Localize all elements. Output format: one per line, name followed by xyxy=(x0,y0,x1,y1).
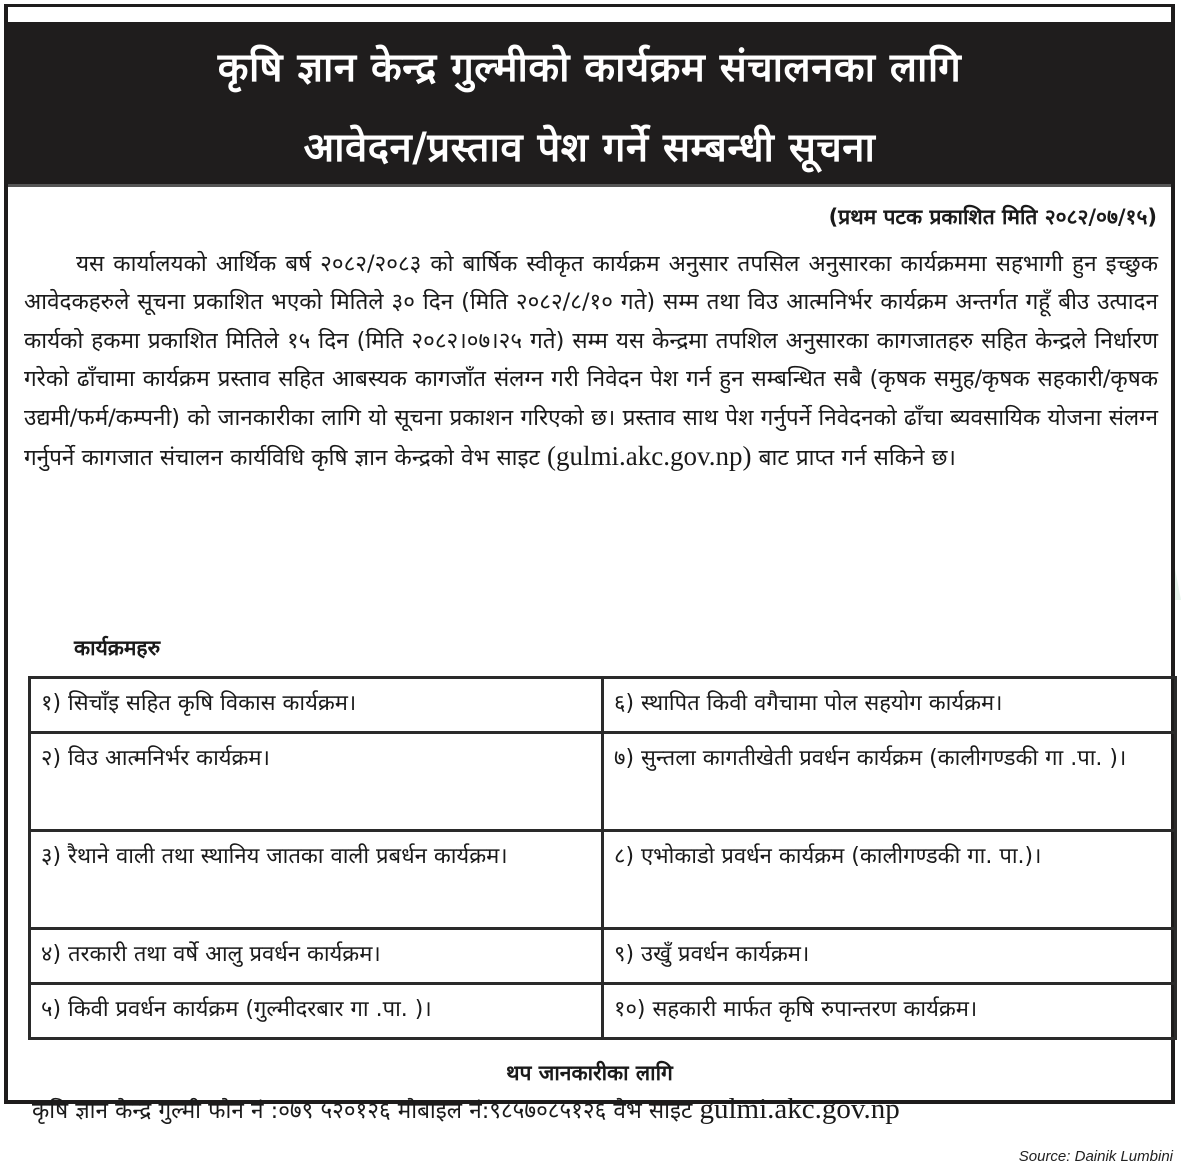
table-row xyxy=(30,831,1176,929)
publication-date: (प्रथम पटक प्रकाशित मिति २०८२/०७/१५) xyxy=(828,205,1157,229)
programs-heading: कार्यक्रमहरु xyxy=(74,636,161,660)
notice-title-line-2: आवेदन/प्रस्ताव पेश गर्ने सम्बन्धी सूचना xyxy=(303,125,876,171)
title-band xyxy=(8,22,1171,187)
program-item: १) सिचाँइ सहित कृषि विकास कार्यक्रम। xyxy=(30,678,603,733)
program-item: ७) सुन्तला कागतीखेती प्रवर्धन कार्यक्रम (कालीगण्डकी गा .पा. )। xyxy=(603,733,1176,831)
notice-frame xyxy=(4,4,1175,1125)
program-item: ५) किवी प्रवर्धन कार्यक्रम (गुल्मीदरबार गा .पा. )। xyxy=(30,984,603,1039)
program-item: २) विउ आत्मनिर्भर कार्यक्रम। xyxy=(30,733,603,831)
footer-website-link[interactable]: gulmi.akc.gov.np xyxy=(699,1093,900,1125)
table-row xyxy=(30,678,1176,733)
program-item: ३) रैथाने वाली तथा स्थानिय जातका वाली प्रबर्धन कार्यक्रम। xyxy=(30,831,603,929)
table-row xyxy=(30,984,1176,1039)
program-item: ९) उखुँ प्रवर्धन कार्यक्रम। xyxy=(603,929,1176,984)
footer-contact xyxy=(32,1093,900,1126)
program-item: ४) तरकारी तथा वर्षे आलु प्रवर्धन कार्यक्रम। xyxy=(30,929,603,984)
notice-body-paragraph xyxy=(24,245,1158,477)
body-text: यस कार्यालयको आर्थिक बर्ष २०८२/२०८३ को बार्षिक स्वीकृत कार्यक्रम अनुसार तपसिल अनुसारका कार्यक्रममा सहभागी हुन इच्छुक आवेदकहरुले सूचना प्रकाशित भएको मितिले ३० दिन (मिति २०८२/८/१० गते) सम्म तथा विउ आत्मनिर्भर कार्यक्रम अन्तर्गत गहूँ बीउ उत्पादन कार्यको हकमा प्रकाशित मितिले १५ दिन (मिति २०८२।०७।२५ गते) सम्म यस केन्द्रमा तपशिल अनुसारका कागजातहरु सहित केन्द्रले निर्धारण गरेको ढाँचामा कार्यक्रम प्रस्ताव सहित आबस्यक कागजाँत संलग्न गरी निवेदन पेश गर्न हुन सम्बन्धित सबै (कृषक समुह/कृषक सहकारी/कृषक उद्यमी/फर्म/कम्पनी) को जानकारीका लागि यो सूचना प्रकाशन गरिएको छ। प्रस्ताव साथ पेश गर्नुपर्ने निवेदनको ढाँचा ब्यवसायिक योजना संलग्न गर्नुपर्ने कागजात संचालन कार्यविधि कृषि ज्ञान केन्द्रको वेभ साइट xyxy=(24,251,1158,472)
programs-table xyxy=(28,676,1177,1040)
table-row xyxy=(30,929,1176,984)
body-website-link[interactable]: (gulmi.akc.gov.np) xyxy=(547,441,752,472)
notice-title-line-1: कृषि ज्ञान केन्द्र गुल्मीको कार्यक्रम संचालनका लागि xyxy=(217,45,962,91)
body-tail-text: बाट प्राप्त गर्न सकिने छ। xyxy=(751,445,956,472)
program-item: ८) एभोकाडो प्रवर्धन कार्यक्रम (कालीगण्डकी गा. पा.)। xyxy=(603,831,1176,929)
footer-heading: थप जानकारीका लागि xyxy=(506,1061,673,1085)
contact-text: कृषि ज्ञान केन्द्र गुल्मी फोन नं :०७९ ५२०१२६ मोबाइल नं:९८५७०८५१२६ वेभ साइट xyxy=(32,1098,700,1124)
source-credit: Source: Dainik Lumbini xyxy=(1018,1148,1173,1165)
table-row xyxy=(30,733,1176,831)
program-item: १०) सहकारी मार्फत कृषि रुपान्तरण कार्यक्रम। xyxy=(603,984,1176,1039)
program-item: ६) स्थापित किवी वगैचामा पोल सहयोग कार्यक्रम। xyxy=(603,678,1176,733)
